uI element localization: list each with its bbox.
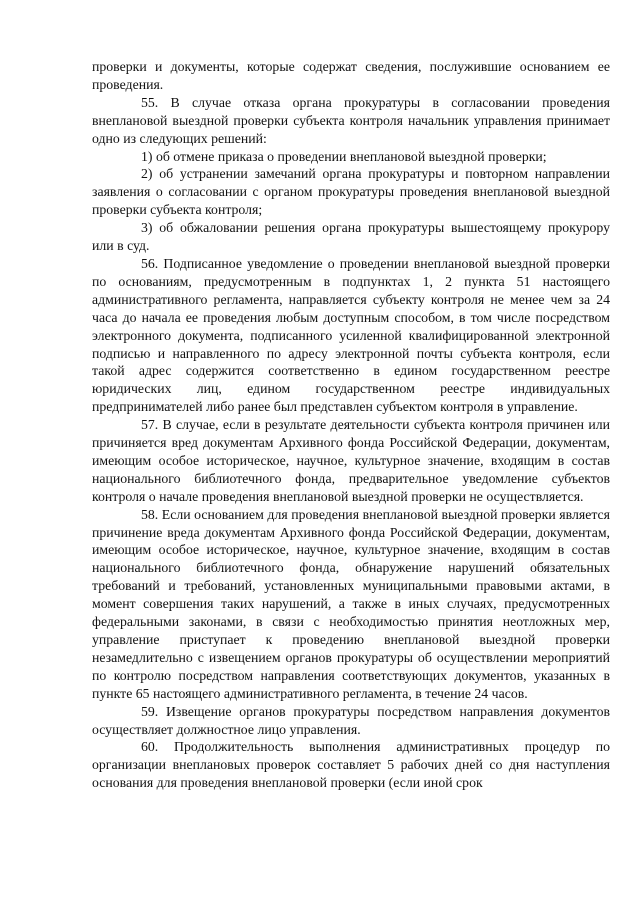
paragraph-57: 57. В случае, если в результате деятельности субъекта контроля причинен или причиняется вред документам Архивного фонда Российской Федерации, документам, имеющим особое историческое, научное, культурное значение, входящим в состав национального библиотечного фонда, предварительное уведомление субъектов контроля о начале проведения внеплановой выездной проверки не осуществляется. — [92, 417, 610, 504]
paragraph-55-item-3: 3) об обжаловании решения органа прокуратуры вышестоящему прокурору или в суд. — [92, 220, 610, 254]
paragraph-58: 58. Если основанием для проведения внеплановой выездной проверки является причинение вреда документам Архивного фонда Российской Федерации, документам, имеющим особое историческое, научное, культурное значение, входящим в состав национального библиотечного фонда, обнаружение нарушений обязательных требований и требований, установленных муниципальными правовыми актами, в момент совершения таких нарушений, а также в иных случаях, предусмотренных федеральными законами, в связи с необходимостью принятия неотложных мер, управление приступает к проведению внеплановой выездной проверки незамедлительно с извещением органов прокуратуры об осуществлении мероприятий по контролю посредством направления соответствующих документов, указанных в пункте 65 настоящего административного регламента, в течение 24 часов. — [92, 506, 610, 701]
paragraph-60: 60. Продолжительность выполнения административных процедур по организации внеплановых проверок составляет 5 рабочих дней со дня наступления основания для проведения внеплановой проверки (если иной срок — [92, 739, 610, 791]
document-page — [92, 58, 610, 792]
paragraph-56: 56. Подписанное уведомление о проведении внеплановой выездной проверки по основаниям, предусмотренным в подпунктах 1, 2 пункта 51 настоящего административного регламента, направляется субъекту контроля не менее чем за 24 часа до начала ее проведения любым доступным способом, в том числе посредством электронного документа, подписанного усиленной квалифицированной электронной подписью и направленного по адресу электронной почты субъекта контроля, если такой адрес содержится соответственно в едином государственном реестре юридических лиц, едином государственном реестре индивидуальных предпринимателей либо ранее был представлен субъектом контроля в управление. — [92, 255, 610, 415]
paragraph-55: 55. В случае отказа органа прокуратуры в согласовании проведения внеплановой выездной проверки субъекта контроля начальник управления принимает одно из следующих решений: — [92, 94, 610, 146]
paragraph-59: 59. Извещение органов прокуратуры посредством направления документов осуществляет должностное лицо управления. — [92, 703, 610, 737]
paragraph-55-item-1: 1) об отмене приказа о проведении внеплановой выездной проверки; — [141, 148, 547, 164]
paragraph-55-item-2: 2) об устранении замечаний органа прокуратуры и повторном направлении заявления о согласовании с органом прокуратуры проведения внеплановой выездной проверки субъекта контроля; — [92, 166, 610, 218]
paragraph-continuation: проверки и документы, которые содержат сведения, послужившие основанием ее проведения. — [92, 59, 610, 92]
